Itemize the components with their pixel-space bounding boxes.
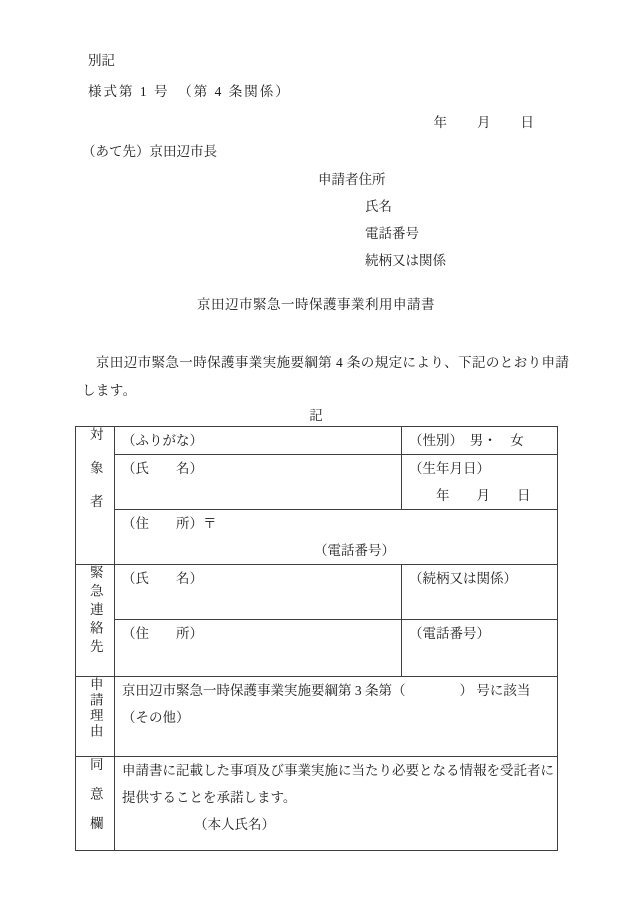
document-body [75,45,570,851]
subject-phone-label: （電話番号） [314,543,395,558]
date-field: 年 月 日 [433,115,535,130]
applicant-name-label: 氏名 [365,199,392,214]
appendix-label: 別記 [88,53,115,68]
birthdate-label: （生年月日） [409,461,490,476]
subject-section-header [76,427,115,565]
subject-name-label: （氏 名） [122,461,203,476]
contact-address-cell [115,620,402,677]
furigana-cell [115,427,402,455]
subject-name-cell [115,455,402,510]
reason-line-2: （その他） [122,710,190,725]
gender-cell [402,427,558,455]
contact-relationship-label: （続柄又は関係） [409,571,517,586]
consent-header-text: 同意欄 [87,757,103,846]
subject-address-cell [115,510,558,565]
reason-header-text: 申請理由 [87,677,103,739]
consent-section-header [76,757,115,851]
subject-header-text: 対象者 [87,427,103,528]
body-line-2: します。 [82,383,137,398]
note-heading: 記 [309,408,323,423]
contact-phone-cell [402,620,558,677]
applicant-address-label: 申請者住所 [318,172,386,187]
emergency-contact-section-header [76,565,115,677]
applicant-phone-label: 電話番号 [365,226,419,241]
birthdate-ymd-line: 年 月 日 [409,488,531,503]
subject-address-label: （住 所）〒 [122,516,217,531]
contact-relationship-cell [402,565,558,620]
contact-phone-label: （電話番号） [409,626,490,641]
consent-cell [115,757,558,851]
application-table [75,426,558,851]
reason-cell [115,677,558,757]
consent-line-2: 提供することを承諾します。 [122,790,297,805]
reason-line-1: 京田辺市緊急一時保護事業実施要綱第 3 条第（ ） 号に該当 [122,683,531,698]
birthdate-cell [402,455,558,510]
consent-line-1: 申請書に記載した事項及び事業実施に当たり必要となる情報を受託者に [122,763,554,778]
emergency-contact-header-text: 緊急連絡先 [87,565,103,658]
furigana-label: （ふりがな） [122,433,203,448]
body-line-1: 京田辺市緊急一時保護事業実施要綱第 4 条の規定により、下記のとおり申請 [82,355,570,370]
contact-name-label: （氏 名） [122,571,203,586]
addressee-line: （あて先）京田辺市長 [82,144,217,159]
body-paragraph [82,349,570,405]
gender-label: （性別） 男・ 女 [409,433,524,448]
contact-address-label: （住 所） [122,626,203,641]
applicant-relationship-label: 続柄又は関係 [365,253,446,268]
reason-section-header [76,677,115,757]
form-number-line: 様式第 1 号 （第 4 条関係） [88,84,291,99]
contact-name-cell [115,565,402,620]
document-title: 京田辺市緊急一時保護事業利用申請書 [197,297,435,312]
consent-signer-name-label: （本人氏名） [194,817,275,832]
applicant-block [75,166,557,274]
